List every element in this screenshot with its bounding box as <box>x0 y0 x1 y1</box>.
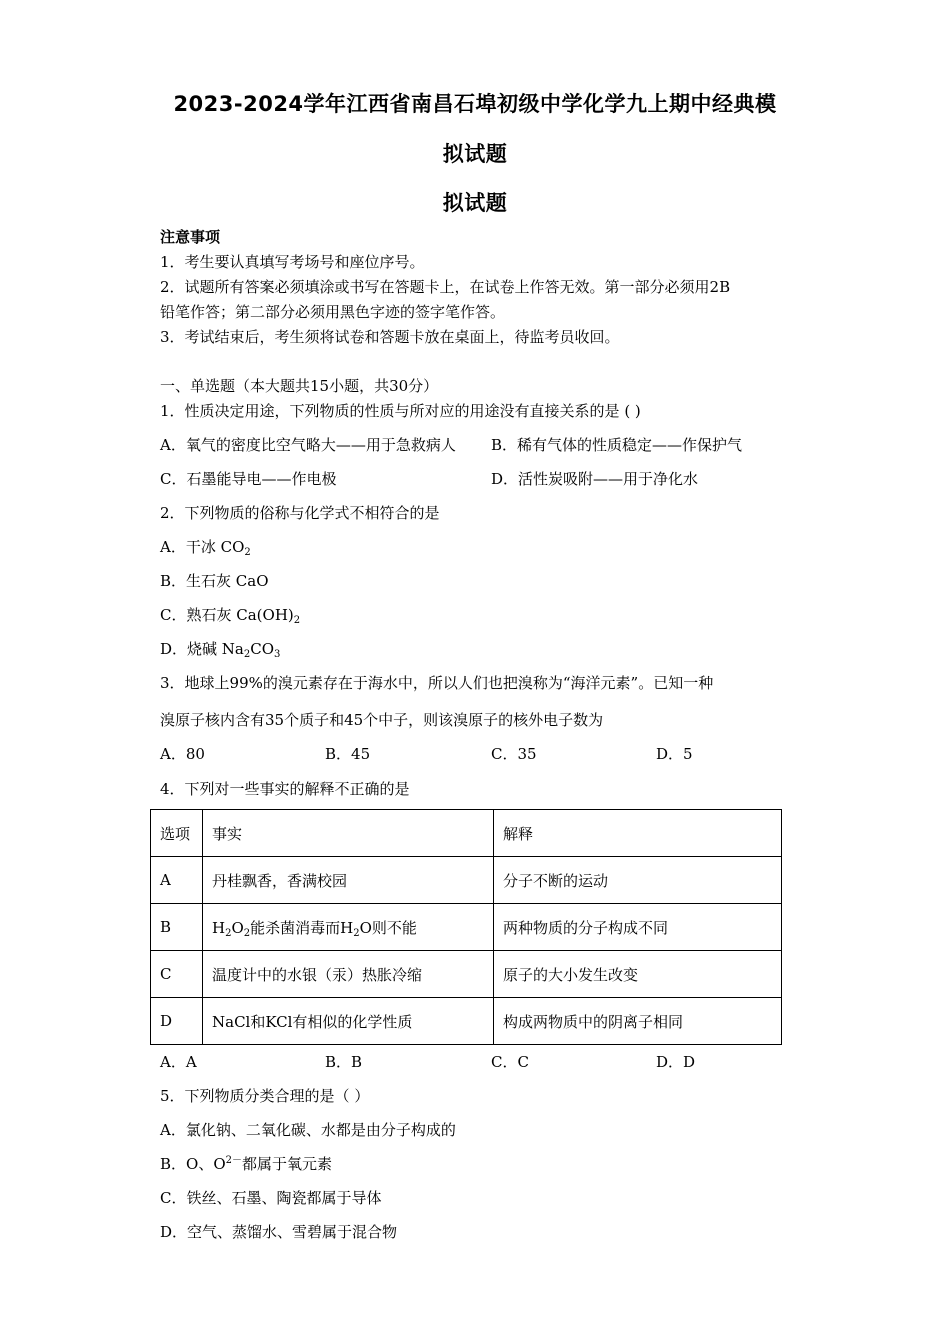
q3-stem-line2: 溴原子核内含有35个质子和45个中子，则该溴原子的核外电子数为 <box>160 711 604 729</box>
q3-option-b: B．45 <box>325 745 371 763</box>
q5-option-a: A．氯化钠、二氧化碳、水都是由分子构成的 <box>160 1121 456 1139</box>
q2-option-c: C．熟石灰 $Ca(OH)_2$ <box>160 606 301 626</box>
page-title-line2: 拟试题 <box>442 142 508 166</box>
q5-option-d: D．空气、蒸馏水、雪碧属于混合物 <box>160 1223 398 1241</box>
table-header-fact: 事实 <box>203 810 494 857</box>
section-heading: 一、单选题（本大题共15小题，共30分） <box>160 377 439 395</box>
q2-option-b: B．生石灰 CaO <box>160 572 269 590</box>
q2-option-a: A．干冰 $CO_2$ <box>160 538 251 558</box>
q4-option-a: A．A <box>160 1053 197 1071</box>
q4-option-c: C．C <box>491 1053 529 1071</box>
table-cell-option: C <box>151 951 203 998</box>
q2-stem: 2．下列物质的俗称与化学式不相符合的是 <box>160 504 440 522</box>
q3-stem-line1: 3．地球上99%的溴元素存在于海水中，所以人们也把溴称为“海洋元素”。已知一种 <box>160 674 714 692</box>
q2-option-d: D．烧碱 $Na_2CO_3$ <box>160 640 281 660</box>
q4-table <box>150 809 782 1045</box>
table-cell-fact: 温度计中的水银（汞）热胀冷缩 <box>203 951 494 998</box>
notes-item-1: 1．考生要认真填写考场号和座位序号。 <box>160 253 425 271</box>
q5-option-c: C．铁丝、石墨、陶瓷都属于导体 <box>160 1189 382 1207</box>
q4-option-d: D．D <box>656 1053 696 1071</box>
table-cell-option: A <box>151 857 203 904</box>
table-cell-explanation: 两种物质的分子构成不同 <box>494 904 782 951</box>
notes-item-3: 3．考试结束后，考生须将试卷和答题卡放在桌面上，待监考员收回。 <box>160 328 620 346</box>
table-cell-explanation: 分子不断的运动 <box>494 857 782 904</box>
table-cell-fact: NaCl和KCl有相似的化学性质 <box>203 998 494 1045</box>
table-row <box>151 951 782 998</box>
q1-option-a: A．氧气的密度比空气略大——用于急救病人 <box>160 436 456 454</box>
q1-option-d: D．活性炭吸附——用于净化水 <box>491 470 699 488</box>
page-title-line1: 2023-2024学年江西省南昌石埠初级中学化学九上期中经典模 <box>173 92 777 116</box>
table-header-explanation: 解释 <box>494 810 782 857</box>
table-row <box>151 904 782 951</box>
page-title-line3: 拟试题 <box>442 191 508 215</box>
table-cell-fact: $H_2O_2$能杀菌消毒而$H_2O$则不能 <box>203 904 494 951</box>
q4-option-b: B．B <box>325 1053 363 1071</box>
table-cell-explanation: 原子的大小发生改变 <box>494 951 782 998</box>
table-header-option: 选项 <box>151 810 203 857</box>
q3-option-a: A．80 <box>160 745 205 763</box>
q4-stem: 4．下列对一些事实的解释不正确的是 <box>160 780 410 798</box>
q1-stem: 1．性质决定用途，下列物质的性质与所对应的用途没有直接关系的是 ( ) <box>160 402 641 420</box>
notes-item-2: 2．试题所有答案必须填涂或书写在答题卡上，在试卷上作答无效。第一部分必须用2B <box>160 278 731 296</box>
q5-stem: 5．下列物质分类合理的是（ ） <box>160 1087 370 1105</box>
notes-item-2-cont: 铅笔作答；第二部分必须用黑色字迹的签字笔作答。 <box>160 303 506 321</box>
notes-heading: 注意事项 <box>160 228 221 246</box>
q3-option-d: D．5 <box>656 745 693 763</box>
table-header-row <box>151 810 782 857</box>
q1-option-b: B．稀有气体的性质稳定——作保护气 <box>491 436 743 454</box>
table-row <box>151 857 782 904</box>
table-cell-option: B <box>151 904 203 951</box>
q5-option-b: B．O、$O^{2-}$都属于氧元素 <box>160 1155 333 1173</box>
table-row <box>151 998 782 1045</box>
table-cell-fact: 丹桂飘香，香满校园 <box>203 857 494 904</box>
table-cell-option: D <box>151 998 203 1045</box>
table-cell-explanation: 构成两物质中的阴离子相同 <box>494 998 782 1045</box>
q1-option-c: C．石墨能导电——作电极 <box>160 470 337 488</box>
q3-option-c: C．35 <box>491 745 537 763</box>
